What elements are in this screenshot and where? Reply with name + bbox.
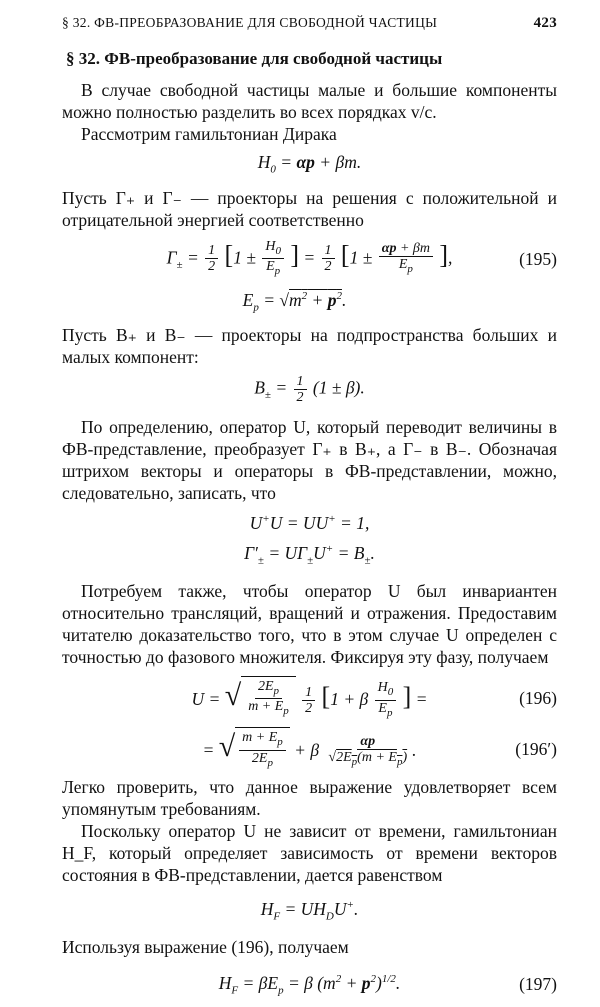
paragraph-1: В случае свободной частицы малые и большие компоненты можно полностью разделить во всех порядках v/c. <box>62 80 557 122</box>
equation-unitarity: U+U = UU+ = 1, <box>249 513 370 534</box>
equation-dirac-hamiltonian: $H_0 = \alpha p + \beta m$. <box>257 152 362 176</box>
paragraph-4: Пусть B₊ и B₋ — проекторы на подпространства больших и малых компонент: <box>62 325 557 368</box>
running-title: § 32. ФВ-ПРЕОБРАЗОВАНИЕ ДЛЯ СВОБОДНОЙ ЧАСТИЦЫ <box>62 15 438 30</box>
section-title: § 32. ФВ-преобразование для свободной частицы <box>66 49 443 68</box>
equation-196: U = √ $\frac{2E_p}{m + E_p}$ $\frac{1}{2}$ [1 + β $\frac{H_0}{E_p}$ ] = (196) <box>62 676 557 721</box>
equation-number-195: (195) <box>519 248 557 269</box>
paragraph-9: Используя выражение (196), получаем <box>62 936 349 957</box>
equation-projector-b: $B_\pm$ = $\frac{1}{2}$ (1 ± β). <box>254 374 365 406</box>
equation-197: $H_F = \beta E_p = \beta$ $(m^2 + p^2)^{1/2}$. (197) <box>218 972 557 997</box>
equation-number-197: (197) <box>519 974 557 995</box>
equation-195: $\Gamma_\pm$ = $\frac{1}{2}$ [1 ± $\frac{H_0}{E_p}$ ] = $\frac{1}{2}$ [1 ± $\frac{\alpha p + \beta m}{E_p}$ ], (195) <box>166 238 557 278</box>
equation-fw-hamiltonian: $H_F = UH_DU^+$. <box>260 899 359 923</box>
equation-number-196: (196) <box>519 688 557 709</box>
running-header <box>62 12 557 34</box>
equation-energy: $E_p = √m^2 + p^2$. <box>242 289 347 314</box>
equation-number-196-prime: (196′) <box>515 738 557 759</box>
book-page <box>62 12 557 1007</box>
paragraph-5: По определению, оператор U, который переводит величины в ФВ-представление, преобразует Γ₊ в B₊, а Γ₋ в B₋. Обозначая штрихом векторы и операторы в ФВ-представлении, можно, следовательно, записать, что <box>62 417 557 504</box>
paragraph-3: Пусть Γ₊ и Γ₋ — проекторы на решения с положительной и отрицательной энергией соответственно <box>62 187 557 230</box>
paragraph-2: Рассмотрим гамильтониан Дирака <box>81 124 337 144</box>
equation-transformed-projector: $\Gamma'_\pm = U\Gamma_\pm U^+ = B_\pm$. <box>244 543 375 567</box>
paragraph-8: Поскольку оператор U не зависит от времени, гамильтониан H_F, который определяет зависимость от времени векторов состояния в ФВ-представлении, дается равенством <box>62 821 557 886</box>
paragraph-6: Потребуем также, чтобы оператор U был инвариантен относительно трансляций, вращений и отражения. Предоставим читателю доказательство того, что в этом случае U определен с точностью до фазового множителя. Фиксируя эту фазу, получаем <box>62 580 557 667</box>
equation-196-prime: = √ $\frac{m + E_p}{2E_p}$ + β $\frac{\alpha p}{√2E_p(m + E_p)}$ . (196′) <box>62 727 557 771</box>
page-number: 423 <box>533 15 557 31</box>
paragraph-7: Легко проверить, что данное выражение удовлетворяет всем упомянутым требованиям. <box>62 777 557 820</box>
